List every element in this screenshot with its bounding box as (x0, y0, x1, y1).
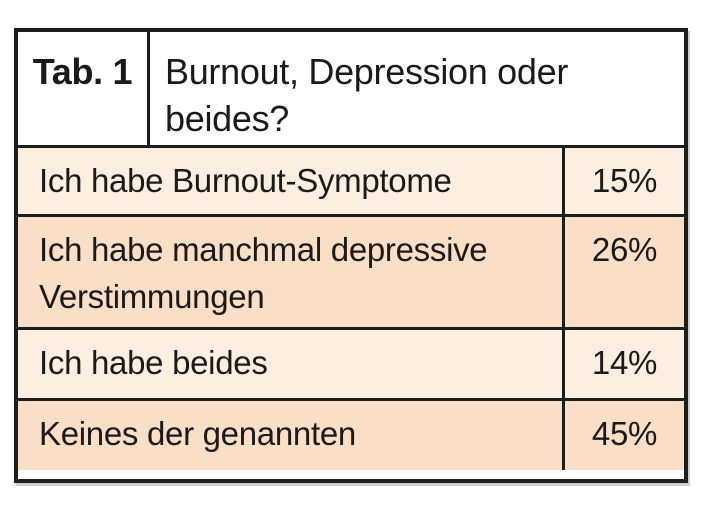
table-row (18, 214, 684, 327)
table-tag: Tab. 1 (18, 32, 150, 145)
table-header (18, 32, 684, 148)
row-label: Keines der genannten (39, 415, 356, 452)
row-value: 15% (562, 148, 684, 214)
row-label: Ich habe Burnout-Symptome (39, 162, 452, 199)
table-row (18, 148, 684, 214)
row-label: Ich habe beides (39, 344, 268, 381)
table-title: Burnout, Depression oder beides? (165, 51, 569, 139)
table-row (18, 398, 684, 470)
row-value: 45% (562, 401, 684, 470)
table-row (18, 327, 684, 398)
row-value: 26% (562, 217, 684, 327)
data-table (14, 28, 688, 483)
row-label: Ich habe manchmal depressive Verstimmungen (39, 231, 488, 315)
row-value: 14% (562, 330, 684, 398)
